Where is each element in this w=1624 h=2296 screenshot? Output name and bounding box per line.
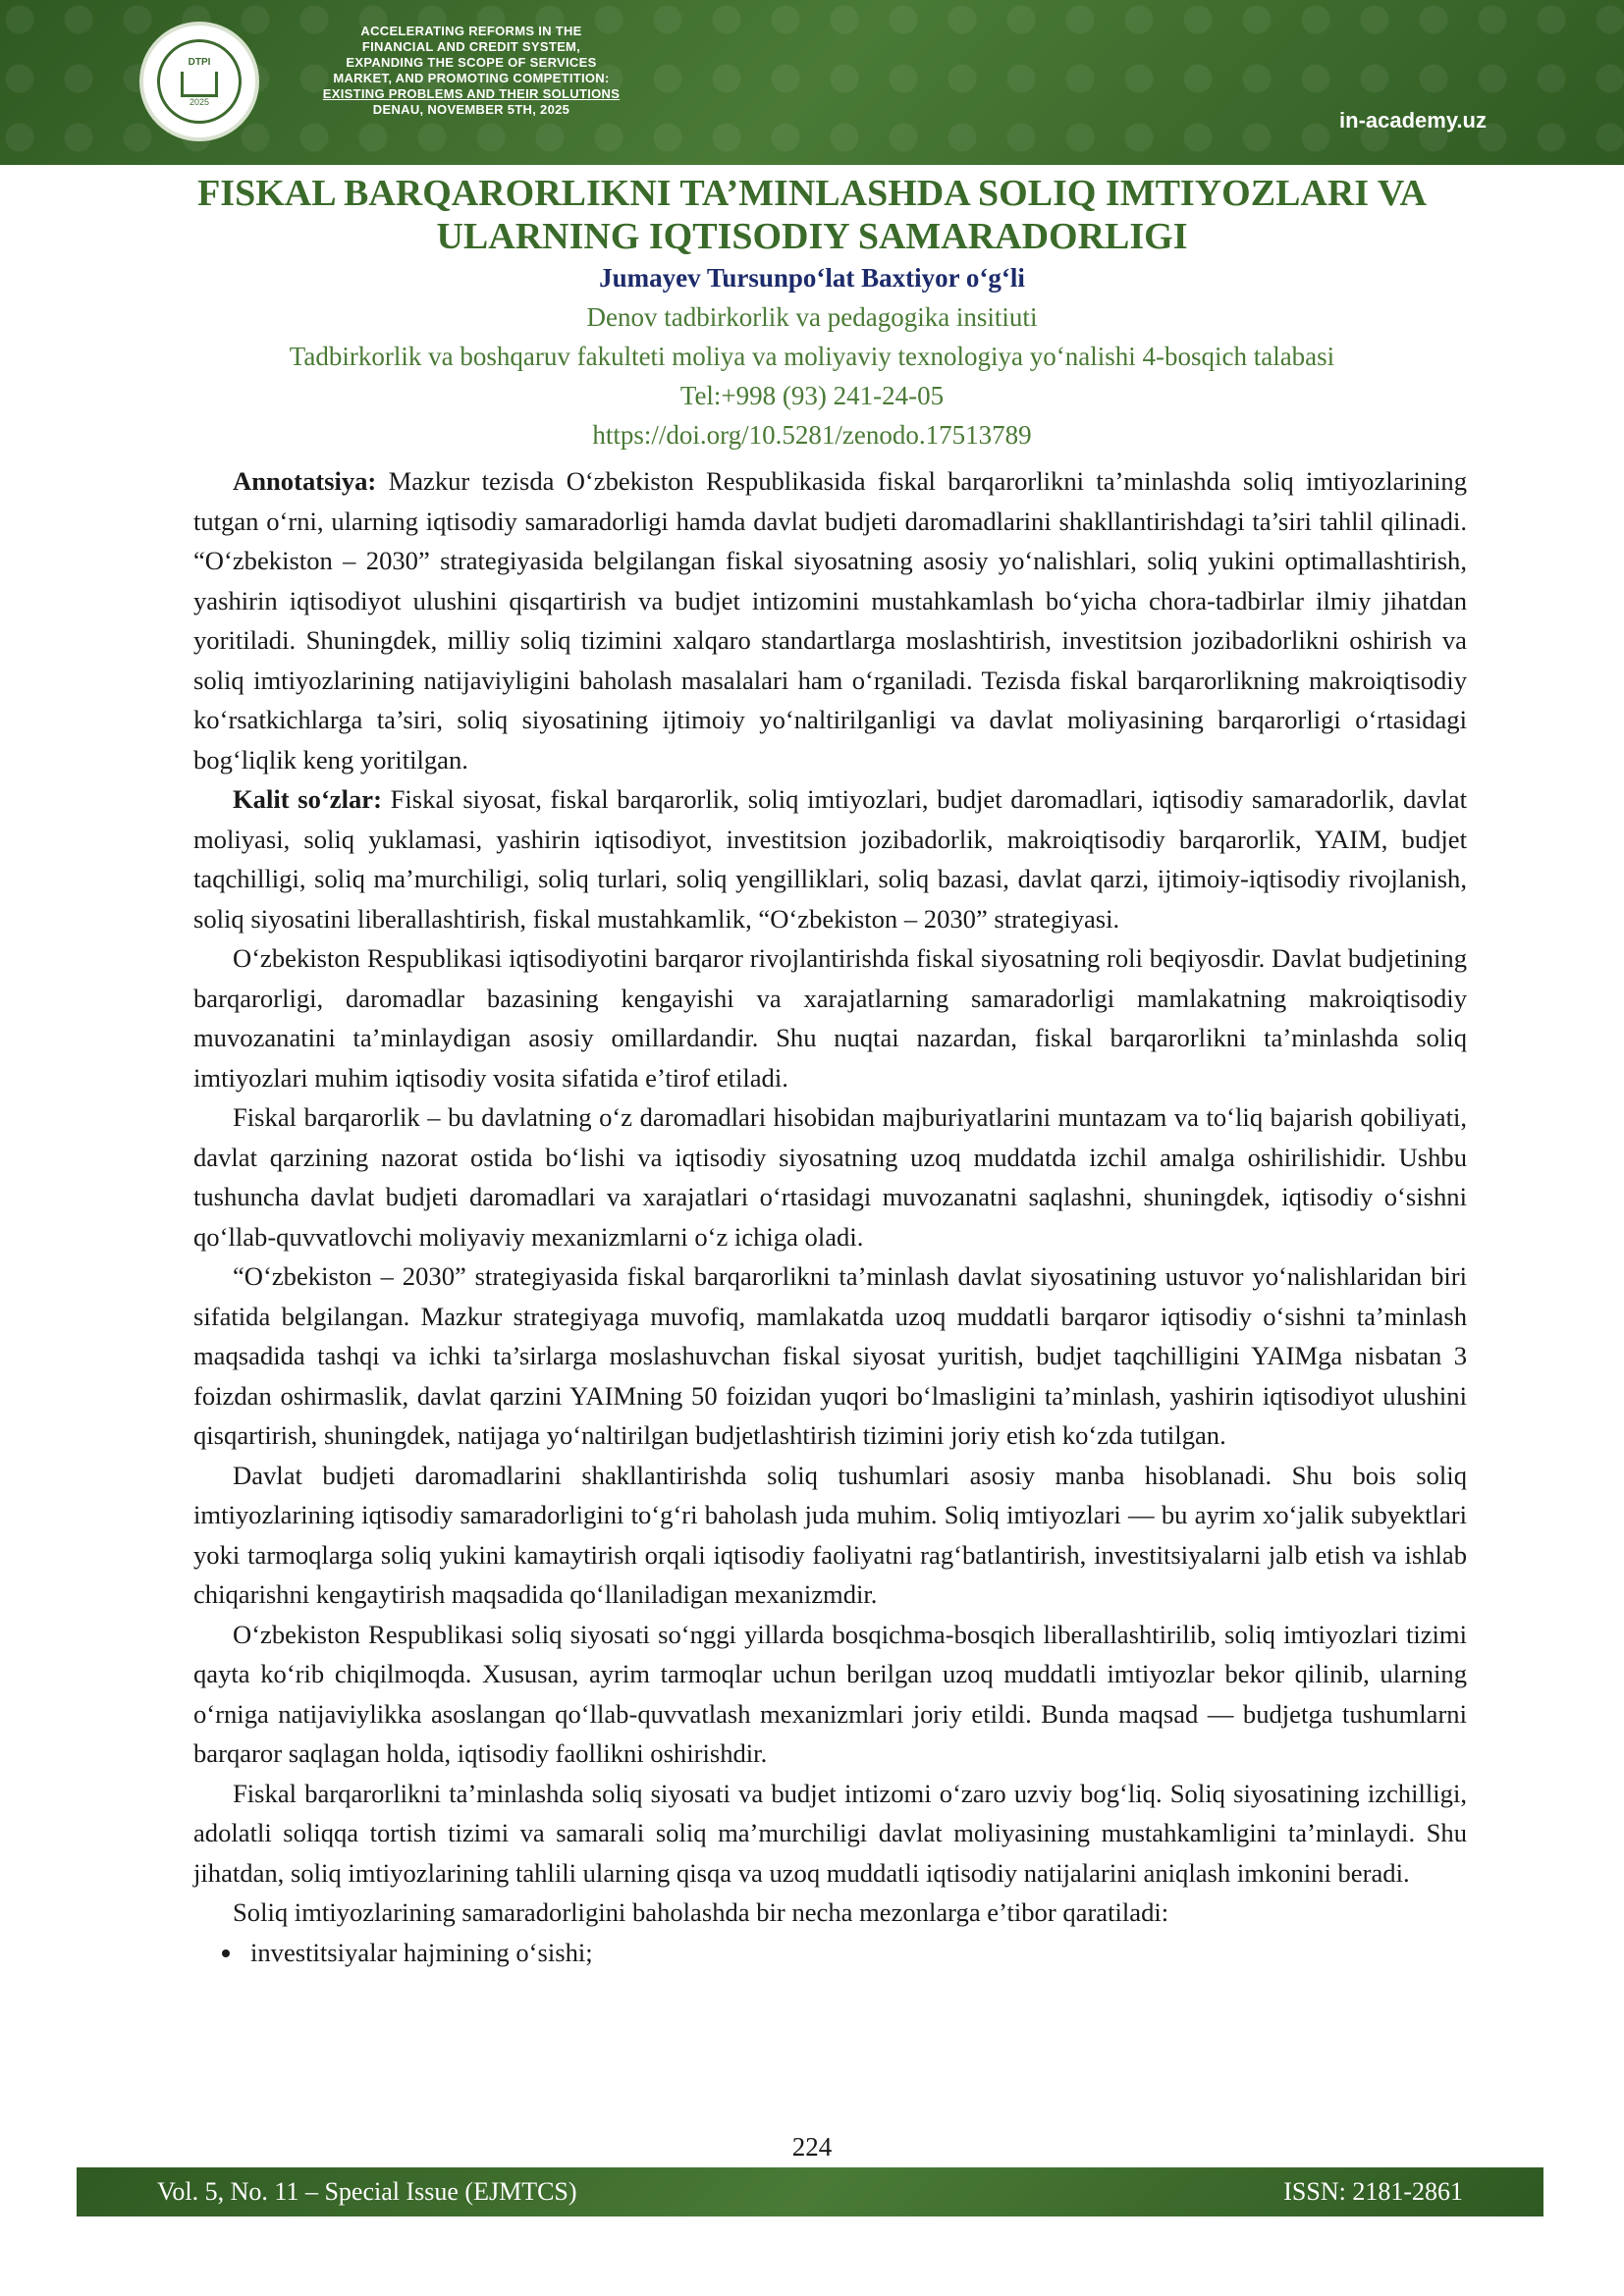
keywords-label: Kalit so‘zlar: xyxy=(233,784,382,814)
body-paragraph: “O‘zbekiston – 2030” strategiyasida fiskal barqarorlikni ta’minlash davlat siyosatining ustuvor yo‘nalishlaridan biri sifatida belgilangan. Mazkur strategiyaga muvofiq, mamlakatda uzoq muddatli barqaror iqtisodiy o‘sishni ta’minlash maqsadida tashqi va ichki ta’sirlarga moslashuvchan fiskal siyosat yuritish, budjet taqchilligini YAIMga nisbatan 3 foizdan oshirmaslik, davlat qarzini YAIMning 50 foizidan yuqori bo‘lmasligini ta’minlash, yashirin iqtisodiyot ulushini qisqartirish, shuningdek, natijaga yo‘naltirilgan budjetlashtirish tizimini joriy etish ko‘zda tutilgan. xyxy=(193,1261,1467,1450)
author-phone: Tel:+998 (93) 241-24-05 xyxy=(679,381,945,410)
book-icon xyxy=(181,72,218,97)
author-name: Jumayev Tursunpo‘lat Baxtiyor o‘g‘li xyxy=(599,263,1025,293)
banner-line: EXISTING PROBLEMS AND THEIR SOLUTIONS xyxy=(322,86,621,101)
article-title: FISKAL BARQARORLIKNI TA’MINLASHDA SOLIQ IMTIYOZLARI VA ULARNING IQTISODIY SAMARADORLIGI xyxy=(197,173,1427,257)
banner-line: ACCELERATING REFORMS IN THE xyxy=(360,24,582,38)
conference-logo xyxy=(139,22,259,141)
body-paragraph: Davlat budjeti daromadlarini shakllantirishda soliq tushumlari asosiy manba hisoblanadi. Shu bois soliq imtiyozlarining iqtisodiy samaradorligini to‘g‘ri baholash juda muhim. Soliq imtiyozlari — bu ayrim xo‘jalik subyektlari yoki tarmoqlarga soliq yukini kamaytirish orqali iqtisodiy faoliyatni rag‘batlantirish, investitsiyalarni jalb etish va ishlab chiqarishni kengaytirish maqsadida qo‘llaniladigan mexanizmdir. xyxy=(193,1460,1467,1609)
list-item: • investitsiyalar hajmining o‘sishi; xyxy=(244,1933,1467,1973)
footer-bar xyxy=(77,2167,1543,2216)
logo-emblem xyxy=(157,39,242,124)
banner-date: DENAU, NOVEMBER 5TH, 2025 xyxy=(372,102,570,117)
author-institution: Denov tadbirkorlik va pedagogika insitiuti xyxy=(586,302,1038,332)
journal-issn: ISSN: 2181-2861 xyxy=(1283,2177,1463,2206)
author-faculty: Tadbirkorlik va boshqaruv fakulteti moliya va moliyaviy texnologiya yo‘nalishi 4-bosqich talabasi xyxy=(289,342,1335,371)
page-number: 224 xyxy=(791,2132,833,2162)
body-paragraph: O‘zbekiston Respublikasi iqtisodiyotini barqaror rivojlantirishda fiskal siyosatning roli beqiyosdir. Davlat budjetining barqarorligi, daromadlar bazasining kengayishi va xarajatlarning samaradorligi mamlakatning makroiqtisodiy muvozanatini ta’minlaydigan asosiy omillardandir. Shu nuqtai nazardan, fiskal barqarorlikni ta’minlashda soliq imtiyozlari muhim iqtisodiy vosita sifatida e’tirof etiladi. xyxy=(193,943,1467,1093)
keywords xyxy=(193,779,1467,938)
logo-year: 2025 xyxy=(189,96,210,107)
logo-text: DTPI xyxy=(188,56,211,68)
body-paragraph: Fiskal barqarorlikni ta’minlashda soliq siyosati va budjet intizomi o‘zaro uzviy bog‘liq. Soliq siyosatining izchilligi, adolatli soliqqa tortish tizimi va samarali soliq ma’murchiligi davlat moliyasining mustahkamligini ta’minlaydi. Shu jihatdan, soliq imtiyozlarining tahlili ularning qisqa va uzoq muddatli iqtisodiy natijalarini aniqlash imkonini beradi. xyxy=(193,1778,1467,1888)
keywords-text: Fiskal siyosat, fiskal barqarorlik, soliq imtiyozlari, budjet daromadlari, iqtisodiy samaradorlik, davlat moliyasi, soliq yuklamasi, yashirin iqtisodiyot, investitsion jozibadorlik, makroiqtisodiy barqarorlik, YAIM, budjet taqchilligi, soliq ma’murchiligi, soliq turlari, soliq yengilliklari, soliq bazasi, davlat qarzi, ijtimoiy-iqtisodiy rivojlanish, soliq siyosatini liberallashtirish, fiskal mustahkamlik, “O‘zbekiston – 2030” strategiyasi. xyxy=(193,784,1468,934)
body-paragraph: Fiskal barqarorlik – bu davlatning o‘z daromadlari hisobidan majburiyatlarini muntazam va to‘liq bajarish qobiliyati, davlat qarzining nazorat ostida bo‘lishi va iqtisodiy siyosatning uzoq muddatda izchil amalga oshirilishidir. Ushbu tushuncha davlat budjeti daromadlari va xarajatlari o‘rtasidagi muvozanatni saqlashni, shuningdek, iqtisodiy o‘sishni qo‘llab-quvvatlovchi moliyaviy mexanizmlarni o‘z ichiga oladi. xyxy=(193,1102,1467,1252)
doi-link[interactable]: https://doi.org/10.5281/zenodo.17513789 xyxy=(592,420,1032,450)
journal-volume: Vol. 5, No. 11 – Special Issue (EJMTCS) xyxy=(157,2177,577,2206)
abstract-label: Annotatsiya: xyxy=(233,466,377,496)
website-link[interactable]: in-academy.uz xyxy=(1339,108,1487,133)
body-paragraph: Soliq imtiyozlarining samaradorligini baholashda bir necha mezonlarga e’tibor qaratiladi: xyxy=(233,1897,1169,1927)
banner-line: EXPANDING THE SCOPE OF SERVICES xyxy=(346,55,597,70)
abstract-text: Mazkur tezisda O‘zbekiston Respublikasida fiskal barqarorlikni ta’minlashda soliq imtiyozlarining tutgan o‘rni, ularning iqtisodiy samaradorligi hamda davlat budjeti daromadlarini shakllantirishdagi ta’siri tahlil qilinadi. “O‘zbekiston – 2030” strategiyasida belgilangan fiskal siyosatning asosiy yo‘nalishlari, soliq yukini optimallashtirish, yashirin iqtisodiyot ulushini qisqartirish va budjet intizomini mustahkamlash bo‘yicha chora-tadbirlar ilmiy jihatdan yoritiladi. Shuningdek, milliy soliq tizimini xalqaro standartlarga moslashtirish, investitsion jozibadorlikni oshirish va soliq imtiyozlarining natijaviyligini baholash masalalari ham o‘rganiladi. Tezisda fiskal barqarorlikning makroiqtisodiy ko‘rsatkichlarga ta’siri, soliq siyosatining ijtimoiy yo‘naltirilganligi va davlat moliyasining barqarorligi o‘rtasidagi bog‘liqlik keng yoritilgan. xyxy=(193,466,1467,774)
header-banner xyxy=(0,0,1624,165)
abstract xyxy=(193,461,1467,779)
banner-line: MARKET, AND PROMOTING COMPETITION: xyxy=(333,71,610,85)
article-body xyxy=(193,461,1467,1972)
banner-line: FINANCIAL AND CREDIT SYSTEM, xyxy=(361,39,581,54)
conference-title xyxy=(285,24,658,118)
criteria-list xyxy=(193,1933,1467,1973)
body-paragraph: O‘zbekiston Respublikasi soliq siyosati so‘nggi yillarda bosqichma-bosqich liberallashtirilib, soliq imtiyozlari tizimi qayta ko‘rib chiqilmoqda. Xususan, ayrim tarmoqlar uchun berilgan uzoq muddatli imtiyozlar bekor qilinib, ularning o‘rniga natijaviylikka asoslangan qo‘llab-quvvatlash mexanizmlari joriy etildi. Bunda maqsad — budjetga tushumlarni barqaror saqlagan holda, iqtisodiy faollikni oshirishdir. xyxy=(193,1619,1467,1768)
